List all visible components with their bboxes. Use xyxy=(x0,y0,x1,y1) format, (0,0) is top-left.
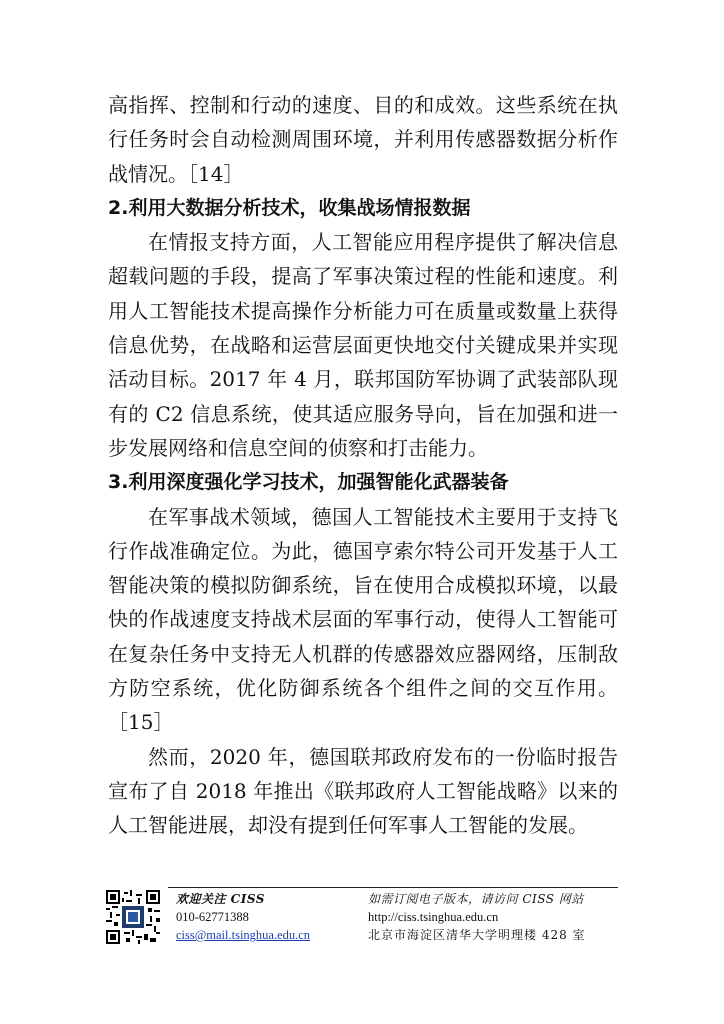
footer-website-link[interactable]: http://ciss.tsinghua.edu.cn xyxy=(368,910,499,924)
page-footer xyxy=(106,885,618,947)
footer-contact xyxy=(176,890,310,944)
paragraph-continued: 高指挥、控制和行动的速度、目的和成效。这些系统在执行任务时会自动检测周围环境，并利用传感器数据分析作战情况。［14］ xyxy=(108,93,618,186)
paragraph-tactics: 在军事战术领域，德国人工智能技术主要用于支持飞行作战准确定位。为此，德国亨索尔特公司开发基于人工智能决策的模拟防御系统，旨在使用合成模拟环境，以最快的作战速度支持战术层面的军事行动，使得人工智能可在复杂任务中支持无人机群的传感器效应器网络，压制敌方防空系统，优化防御系统各个组件之间的交互作用。［15］ xyxy=(108,504,618,735)
section-heading-2: 2.利用大数据分析技术，收集战场情报数据 xyxy=(108,196,471,219)
footer-info xyxy=(368,890,586,944)
footer-phone: 010-62771388 xyxy=(176,910,249,924)
paragraph-report: 然而，2020 年，德国联邦政府发布的一份临时报告宣布了自 2018 年推出《联邦政府人工智能战略》以来的人工智能进展，却没有提到任何军事人工智能的发展。 xyxy=(108,744,618,838)
footer-title: 欢迎关注 CISS xyxy=(176,892,265,906)
paragraph-intelligence: 在情报支持方面，人工智能应用程序提供了解决信息超载问题的手段，提高了军事决策过程的性能和速度。利用人工智能技术提高操作分析能力可在质量或数量上获得信息优势，在战略和运营层面更快地交付关键成果并实现活动目标。2017 年 4 月，联邦国防军协调了武装部队现有的 C2 信息系统，使其适应服务导向，旨在加强和进一步发展网络和信息空间的侦察和打击能力。 xyxy=(108,230,618,460)
footer-subscribe-note: 如需订阅电子版本，请访问 CISS 网站 xyxy=(368,892,584,906)
qr-code-icon xyxy=(106,890,160,944)
section-heading-3: 3.利用深度强化学习技术，加强智能化武器装备 xyxy=(108,471,509,494)
article-body xyxy=(108,88,618,843)
footer-email-link[interactable]: ciss@mail.tsinghua.edu.cn xyxy=(176,928,311,942)
footer-divider xyxy=(168,887,618,888)
footer-address: 北京市海淀区清华大学明理楼 428 室 xyxy=(368,928,586,942)
